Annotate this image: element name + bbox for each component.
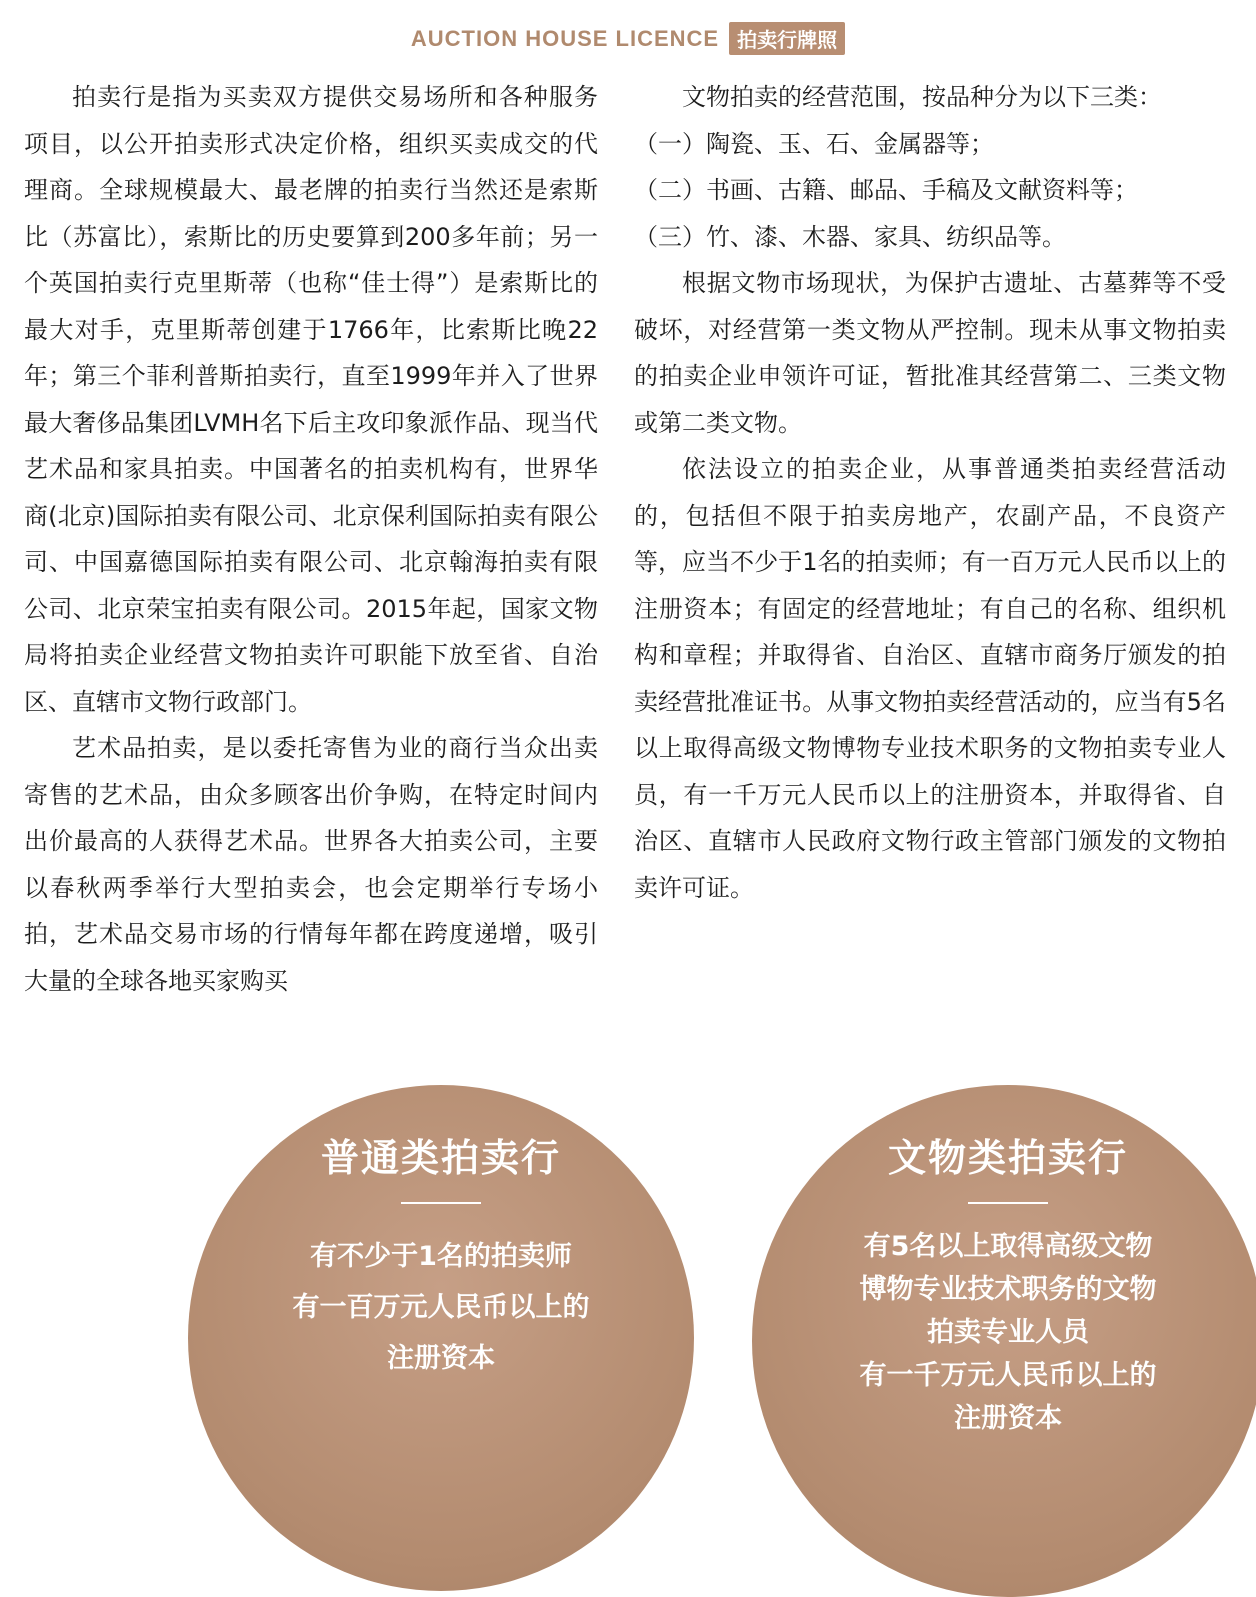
relics-circle-body <box>792 1225 1224 1440</box>
relics-circle-line-4: 有一千万元人民币以上的 <box>859 1360 1157 1391</box>
general-auction-house-circle <box>188 1085 694 1591</box>
general-circle-line-2: 有一百万元人民币以上的 <box>292 1292 590 1323</box>
relics-circle-title: 文物类拍卖行 <box>887 1136 1128 1180</box>
left-paragraph-1: 拍卖行是指为买卖双方提供交易场所和各种服务项目，以公开拍卖形式决定价格，组织买卖成交的代理商。全球规模最大、最老牌的拍卖行当然还是索斯比（苏富比），索斯比的历史要算到200多年前；另一个英国拍卖行克里斯蒂（也称“佳士得”）是索斯比的最大对手，克里斯蒂创建于1766年，比索斯比晚22年；第三个菲利普斯拍卖行，直至1999年并入了世界最大奢侈品集团LVMH名下后主攻印象派作品、现当代艺术品和家具拍卖。中国著名的拍卖机构有，世界华商(北京)国际拍卖有限公司、北京保利国际拍卖有限公司、中国嘉德国际拍卖有限公司、北京翰海拍卖有限公司、北京荣宝拍卖有限公司。2015年起，国家文物局将拍卖企业经营文物拍卖许可职能下放至省、自治区、直辖市文物行政部门。 <box>24 83 598 716</box>
right-paragraph-1: 根据文物市场现状，为保护古遗址、古墓葬等不受破坏，对经营第一类文物从严控制。现未从事文物拍卖的拍卖企业申领许可证，暂批准其经营第二、三类文物或第二类文物。 <box>634 269 1226 437</box>
general-circle-title: 普通类拍卖行 <box>320 1136 561 1180</box>
right-text-column <box>634 74 1226 911</box>
header-chinese-badge: 拍卖行牌照 <box>729 22 845 55</box>
category-1: （一）陶瓷、玉、石、金属器等； <box>634 129 994 158</box>
general-circle-divider <box>401 1202 481 1204</box>
relics-circle-line-3: 拍卖专业人员 <box>927 1317 1089 1348</box>
left-paragraph-2: 艺术品拍卖，是以委托寄售为业的商行当众出卖寄售的艺术品，由众多顾客出价争购，在特定时间内出价最高的人获得艺术品。世界各大拍卖公司，主要以春秋两季举行大型拍卖会，也会定期举行专场小拍，艺术品交易市场的行情每年都在跨度递增，吸引大量的全球各地买家购买 <box>24 734 598 995</box>
category-3: （三）竹、漆、木器、家具、纺织品等。 <box>634 222 1066 251</box>
relics-circle-line-1: 有5名以上取得高级文物 <box>863 1231 1153 1262</box>
left-text-column <box>24 74 598 1004</box>
relics-circle-divider <box>968 1202 1048 1204</box>
relics-circle-line-5: 注册资本 <box>954 1403 1062 1434</box>
page-header <box>0 22 1256 55</box>
category-2: （二）书画、古籍、邮品、手稿及文献资料等； <box>634 176 1138 204</box>
general-circle-body <box>228 1231 654 1384</box>
right-intro: 文物拍卖的经营范围，按品种分为以下三类： <box>682 83 1162 111</box>
header-english-title: AUCTION HOUSE LICENCE <box>410 25 720 51</box>
general-circle-line-1: 有不少于1名的拍卖师 <box>310 1241 572 1272</box>
general-circle-line-3: 注册资本 <box>387 1343 495 1374</box>
right-paragraph-2: 依法设立的拍卖企业，从事普通类拍卖经营活动的，包括但不限于拍卖房地产，农副产品，不良资产等，应当不少于1名的拍卖师；有一百万元人民币以上的注册资本；有固定的经营地址；有自己的名称、组织机构和章程；并取得省、自治区、直辖市商务厅颁发的拍卖经营批准证书。从事文物拍卖经营活动的，应当有5名以上取得高级文物博物专业技术职务的文物拍卖专业人员，有一千万元人民币以上的注册资本，并取得省、自治区、直辖市人民政府文物行政主管部门颁发的文物拍卖许可证。 <box>634 455 1226 902</box>
relics-circle-line-2: 博物专业技术职务的文物 <box>859 1274 1157 1305</box>
cultural-relics-auction-house-circle <box>752 1085 1256 1597</box>
